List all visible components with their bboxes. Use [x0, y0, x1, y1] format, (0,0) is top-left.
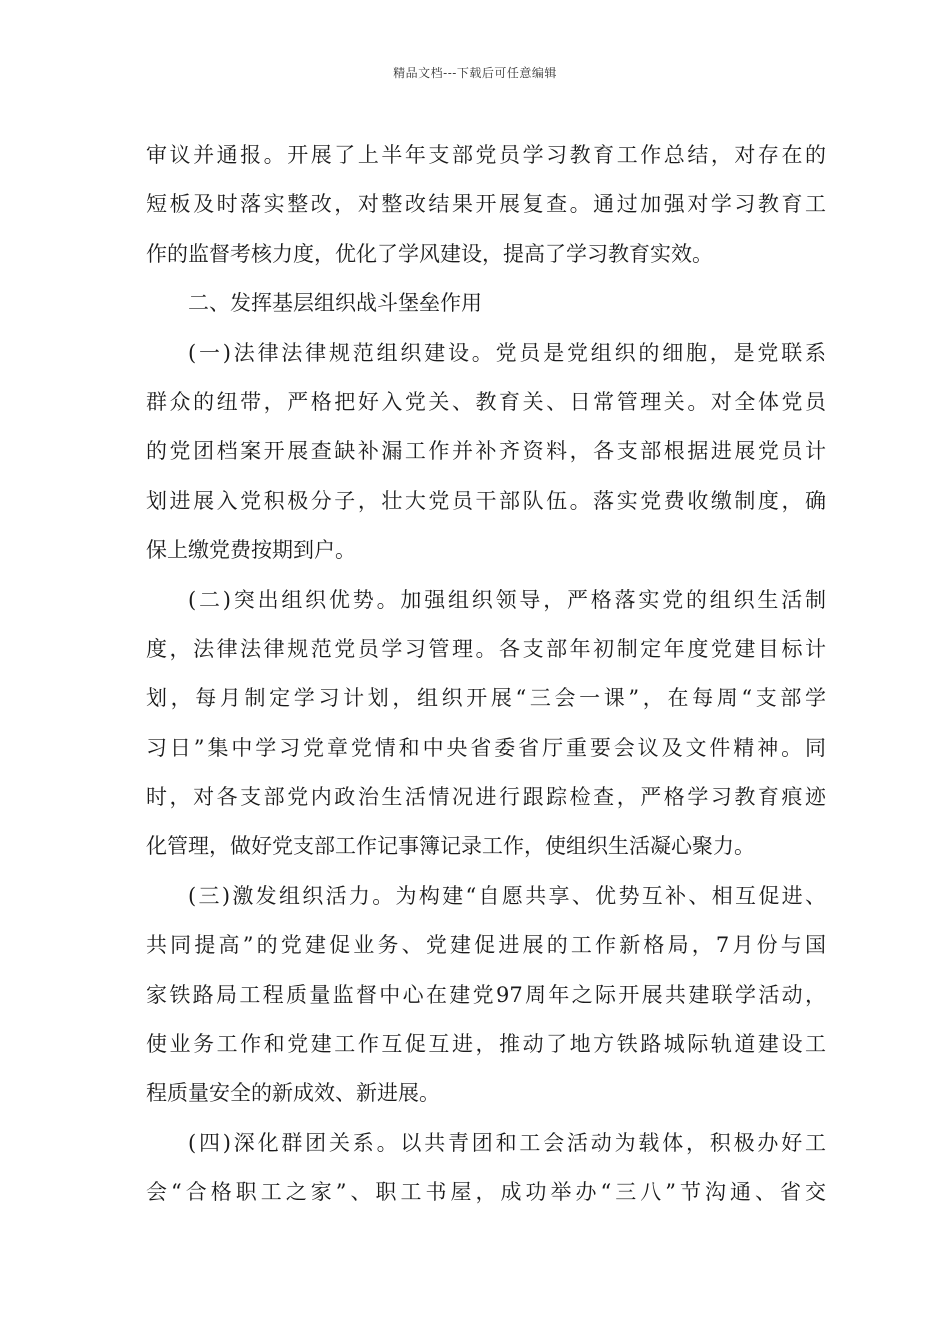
text-line: 家铁路局工程质量监督中心在建党97周年之际开展共建联学活动， [146, 982, 826, 1007]
text-line: 保上缴党费按期到户。 [146, 538, 356, 563]
text-line: 划进展入党积极分子，壮大党员干部队伍。落实党费收缴制度，确 [146, 488, 826, 513]
text-line: 群众的纽带，严格把好入党关、教育关、日常管理关。对全体党员 [146, 389, 826, 414]
text-line: 的党团档案开展查缺补漏工作并补齐资料，各支部根据进展党员计 [146, 439, 826, 464]
section-heading: 二、发挥基层组织战斗堡垒作用 [188, 291, 482, 316]
text-line: (一)法律法律规范组织建设。党员是党组织的细胞，是党联系 [188, 340, 826, 365]
page-header: 精品文档---下载后可任意编辑 [393, 66, 557, 80]
text-line: 习日”集中学习党章党情和中央省委省厅重要会议及文件精神。同 [146, 735, 826, 760]
text-line: 使业务工作和党建工作互促互进，推动了地方铁路城际轨道建设工 [146, 1032, 826, 1057]
text-line: 共同提高”的党建促业务、党建促进展的工作新格局，7月份与国 [146, 933, 826, 958]
text-line: 化管理，做好党支部工作记事簿记录工作，使组织生活凝心聚力。 [146, 834, 755, 859]
text-line: (二)突出组织优势。加强组织领导，严格落实党的组织生活制 [188, 587, 826, 612]
text-line: 程质量安全的新成效、新进展。 [146, 1081, 440, 1106]
text-line: 会“合格职工之家”、职工书屋，成功举办“三八”节沟通、省交 [146, 1180, 826, 1205]
text-line: 时，对各支部党内政治生活情况进行跟踪检查，严格学习教育痕迹 [146, 785, 826, 810]
text-line: (四)深化群团关系。以共青团和工会活动为载体，积极办好工 [188, 1130, 826, 1155]
text-line: 审议并通报。开展了上半年支部党员学习教育工作总结，对存在的 [146, 143, 826, 167]
text-line: (三)激发组织活力。为构建“自愿共享、优势互补、相互促进、 [188, 883, 826, 908]
text-line: 度，法律法律规范党员学习管理。各支部年初制定年度党建目标计 [146, 636, 826, 661]
text-line: 划，每月制定学习计划，组织开展“三会一课”，在每周“支部学 [146, 686, 826, 711]
text-line: 作的监督考核力度，优化了学风建设，提高了学习教育实效。 [146, 241, 713, 266]
document-body [146, 131, 826, 1218]
text-line: 短板及时落实整改，对整改结果开展复查。通过加强对学习教育工 [146, 192, 826, 217]
